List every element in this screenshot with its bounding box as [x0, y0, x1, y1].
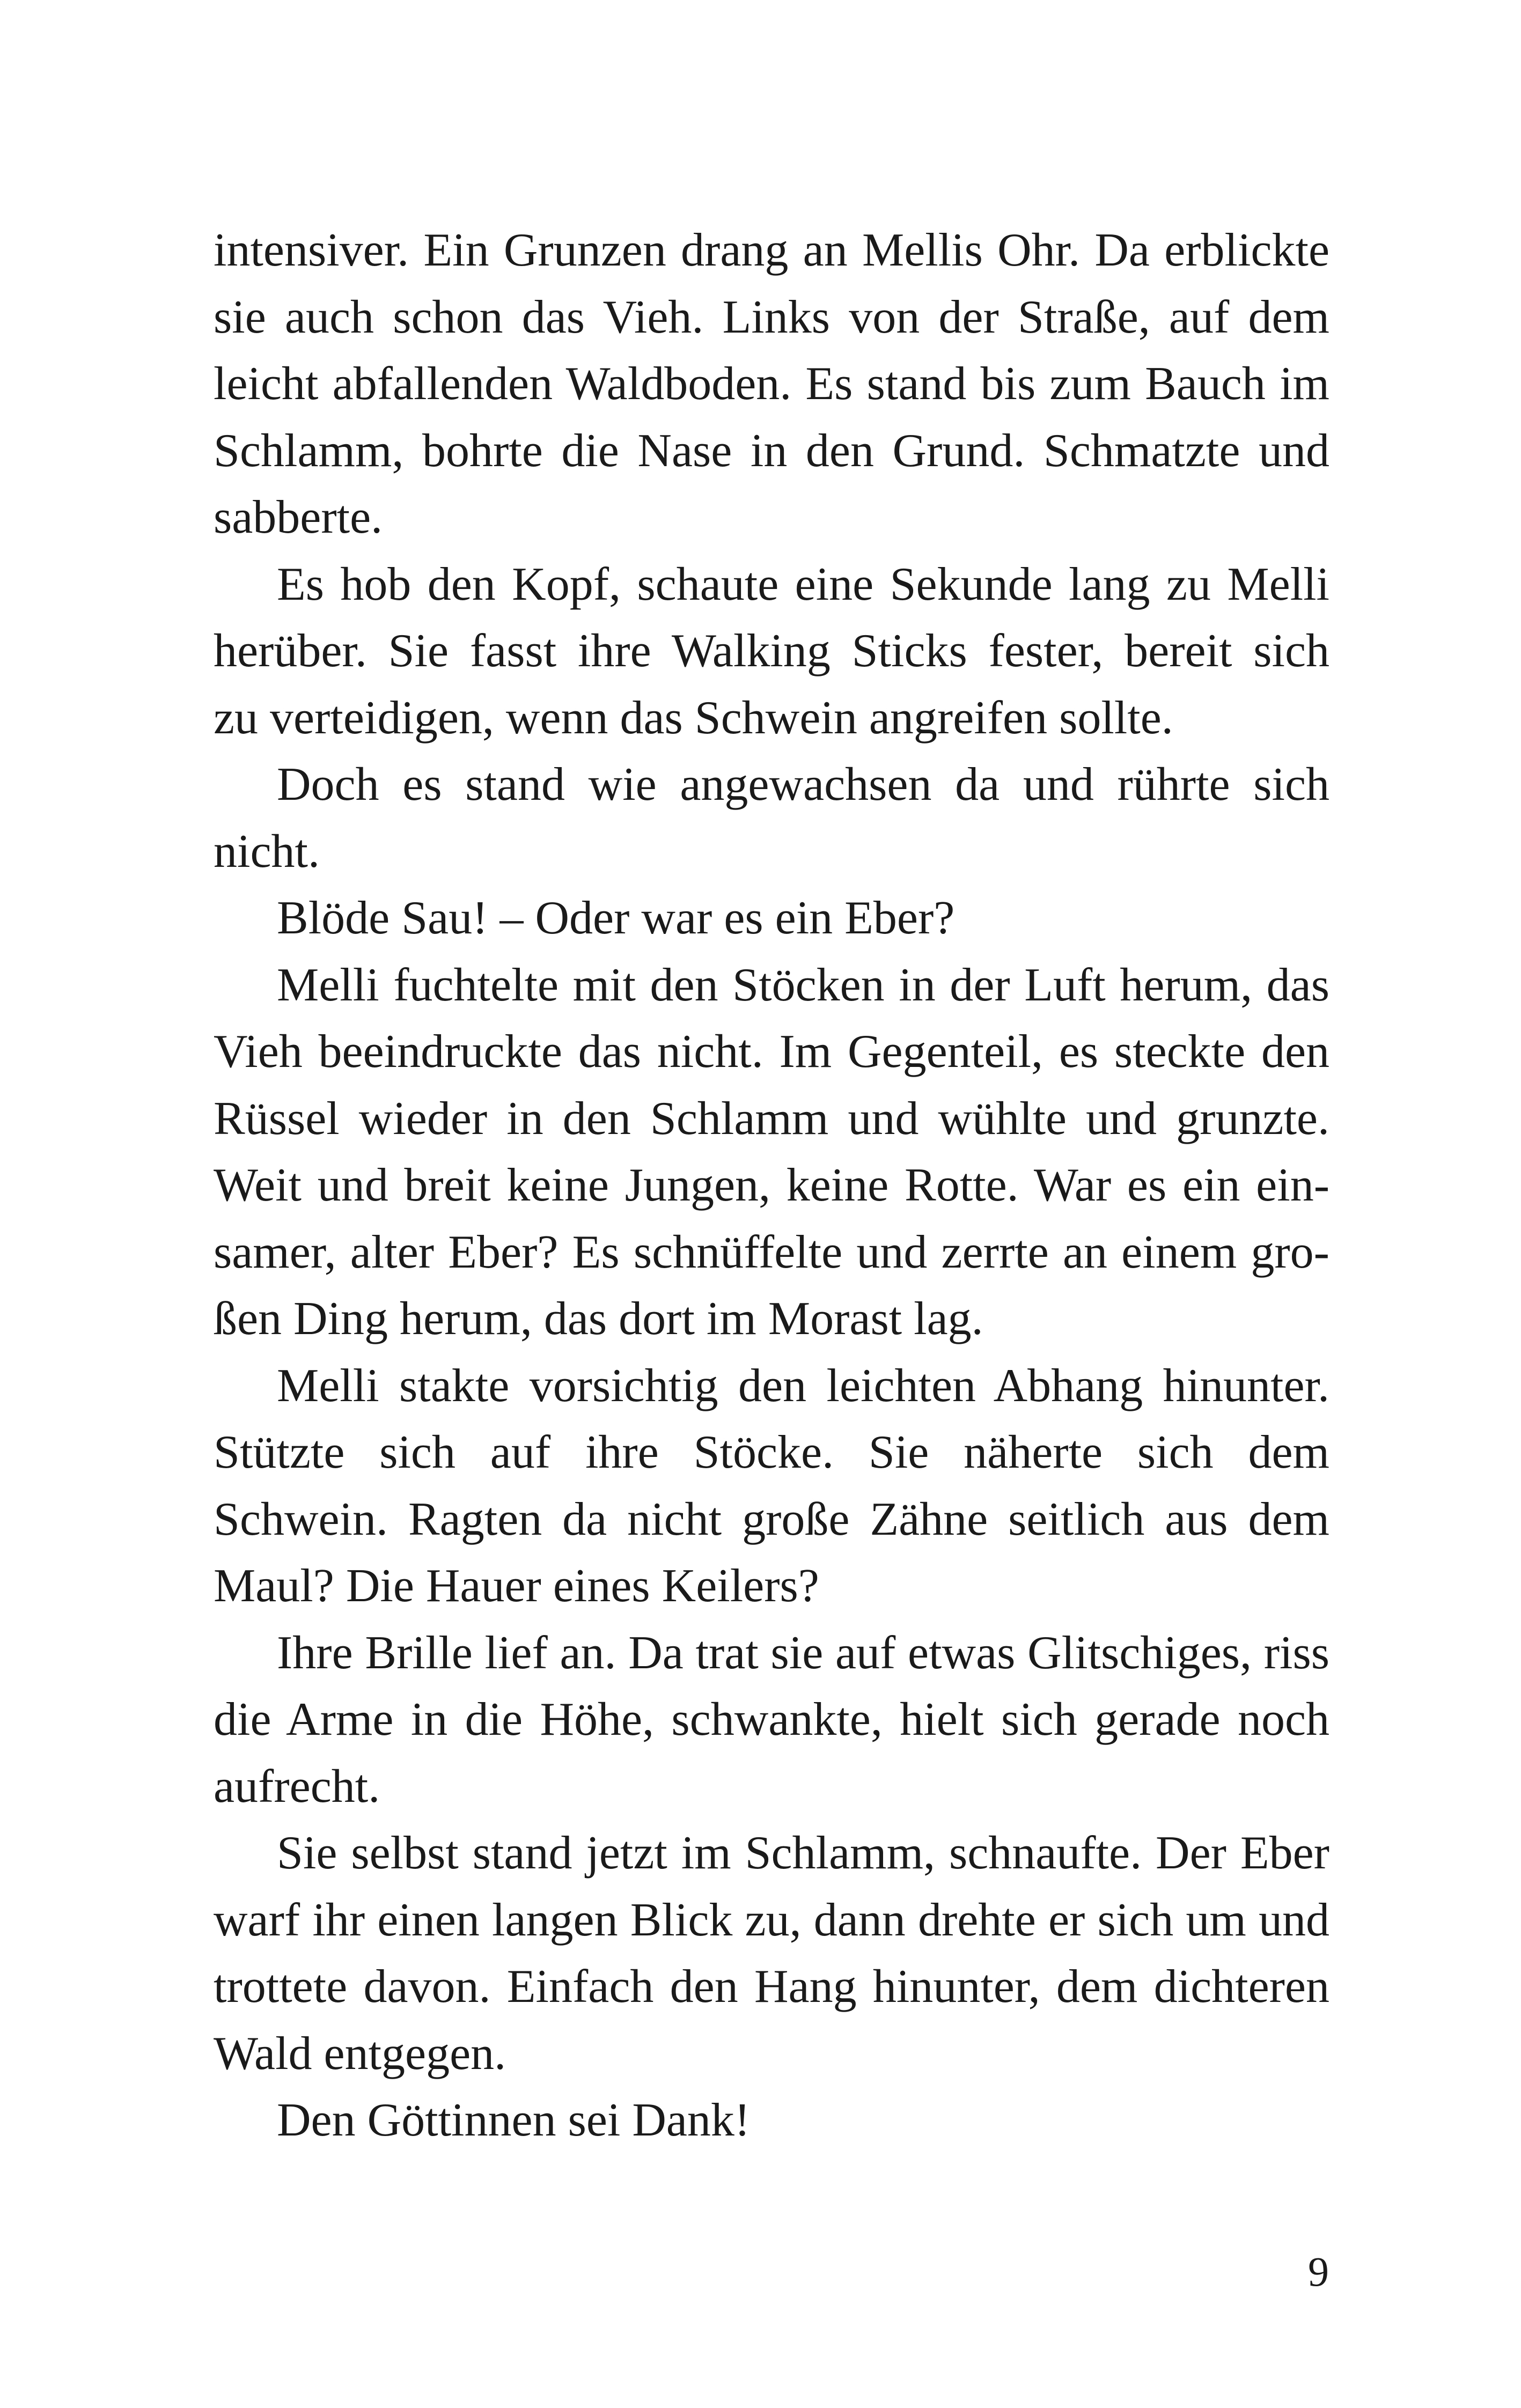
text-line: trottete davon. Einfach den Hang hinunter, dem dichteren	[214, 1961, 1329, 2013]
body-text	[214, 217, 1329, 2154]
text-line: herüber. Sie fasst ihre Walking Sticks fester, bereit sich	[214, 625, 1329, 677]
text-line: Schwein. Ragten da nicht große Zähne seitlich aus dem	[214, 1493, 1329, 1545]
text-line: Melli fuchtelte mit den Stöcken in der Luft herum, das	[277, 959, 1329, 1011]
text-line: samer, alter Eber? Es schnüffelte und zerrte an einem gro-	[214, 1226, 1329, 1278]
text-line: sie auch schon das Vieh. Links von der Straße, auf dem	[214, 291, 1329, 343]
text-line: Blöde Sau! – Oder war es ein Eber?	[277, 892, 955, 944]
text-line: warf ihr einen langen Blick zu, dann drehte er sich um und	[214, 1894, 1329, 1946]
text-line: Den Göttinnen sei Dank!	[277, 2094, 751, 2146]
text-line: leicht abfallenden Waldboden. Es stand bis zum Bauch im	[214, 358, 1329, 410]
text-line: aufrecht.	[214, 1760, 380, 1813]
text-line: zu verteidigen, wenn das Schwein angreifen sollte.	[214, 691, 1173, 744]
text-line: die Arme in die Höhe, schwankte, hielt sich gerade noch	[214, 1693, 1329, 1746]
text-line: nicht.	[214, 825, 320, 878]
page-number: 9	[1308, 2248, 1329, 2295]
text-line: Schlamm, bohrte die Nase in den Grund. Schmatzte und	[214, 424, 1329, 477]
text-line: Ihre Brille lief an. Da trat sie auf etwas Glitschiges, riss	[277, 1626, 1329, 1679]
text-line: Weit und breit keine Jungen, keine Rotte. War es ein ein-	[214, 1159, 1329, 1211]
text-line: ßen Ding herum, das dort im Morast lag.	[214, 1293, 983, 1345]
text-line: Maul? Die Hauer eines Keilers?	[214, 1560, 819, 1612]
text-line: Sie selbst stand jetzt im Schlamm, schnaufte. Der Eber	[277, 1827, 1329, 1879]
text-line: Stützte sich auf ihre Stöcke. Sie näherte sich dem	[214, 1426, 1329, 1478]
text-line: Wald entgegen.	[214, 2027, 506, 2080]
text-line: Vieh beeindruckte das nicht. Im Gegenteil, es steckte den	[214, 1026, 1329, 1078]
text-line: intensiver. Ein Grunzen drang an Mellis Ohr. Da erblickte	[214, 224, 1329, 276]
text-line: Es hob den Kopf, schaute eine Sekunde lang zu Melli	[277, 558, 1329, 610]
text-line: Doch es stand wie angewachsen da und rührte sich	[277, 759, 1329, 811]
text-line: sabberte.	[214, 491, 383, 543]
text-line: Rüssel wieder in den Schlamm und wühlte und grunzte.	[214, 1092, 1329, 1145]
text-line: Melli stakte vorsichtig den leichten Abhang hinunter.	[277, 1359, 1329, 1412]
